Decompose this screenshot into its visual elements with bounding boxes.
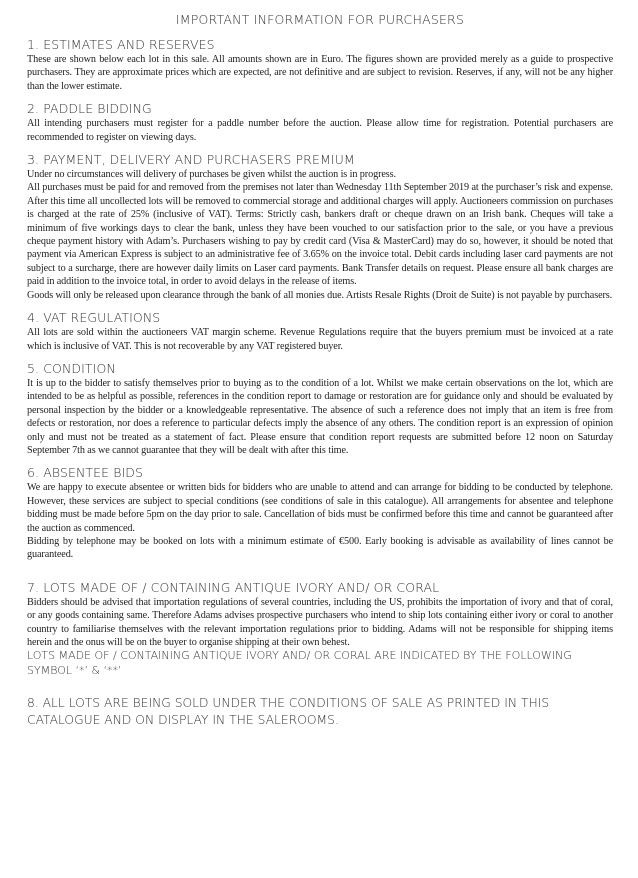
conditions-of-sale-note: 8. ALL LOTS ARE BEING SOLD UNDER THE CONDITIONS OF SALE AS PRINTED IN THIS CATALOGUE AND ON DISPLAY IN THE SALEROOMS. (27, 696, 550, 727)
section-paragraph: All intending purchasers must register for a paddle number before the auction. Please allow time for registration. Potential purchasers are recommended to register on viewing days. (27, 118, 613, 143)
section-heading: 4. VAT REGULATIONS (27, 310, 161, 326)
section-heading: 2. PADDLE BIDDING (27, 101, 152, 117)
section-paragraph: All purchases must be paid for and removed from the premises not later than Wednesday 11th September 2019 at the purchaser’s risk and expense. After this time all uncollected lots will be removed to commercial storage and additional charges will apply. Auctioneers commission on purchases is charged at the rate of 25% (inclusive of VAT). Terms: Strictly cash, bankers draft or cheque drawn on an Irish bank. Cheques will take a minimum of five workings days to clear the bank, unless they have been vouched to our satisfaction prior to the sale, or you have a previous cheque payment history with Adam’s. Purchasers wishing to pay by credit card (Visa & MasterCard) may do so, however, it should be noted that payment via American Express is subject to an administrative fee of 3.65% on the invoice total. Debit cards including laser card payments are not subject to a surcharge, there are however daily limits on Laser card payments. Bank Transfer details on request. Please ensure all bank charges are paid in addition to the invoice total, in order to avoid delays in the release of items. (27, 182, 613, 288)
section-paragraph: Goods will only be released upon clearance through the bank of all monies due. Artists Resale Rights (Droit de Suite) is not payable by purchasers. (27, 289, 613, 301)
document-page (27, 12, 613, 728)
section-payment (27, 151, 613, 302)
section-heading: 7. LOTS MADE OF / CONTAINING ANTIQUE IVORY AND/ OR CORAL (27, 579, 440, 595)
section-paragraph: Bidding by telephone may be booked on lots with a minimum estimate of €500. Early booking is advisable as availability of lines cannot be guaranteed. (27, 535, 613, 561)
section-heading: 1. ESTIMATES AND RESERVES (27, 37, 215, 52)
section-absentee-bids (27, 464, 613, 561)
section-paragraph: It is up to the bidder to satisfy themselves prior to buying as to the condition of a lot. Whilst we make certain observations on the lot, which are intended to be as helpful as possible, references in the condition report to damage or restoration are for guidance only and should be evaluated by personal inspection by the bidder or a knowledgeable representative. The absence of such a reference does not imply that an item is free from defects or restoration, nor does a reference to particular defects imply the absence of any others. The condition report is an expression of opinion only and must not be treated as a statement of fact. Please ensure that condition report requests are submitted before 12 noon on Saturday September 7th as we cannot guarantee that they will be dealt with after this time. (27, 377, 613, 456)
section-paragraph: These are shown below each lot in this sale. All amounts shown are in Euro. The figures shown are provided merely as a guide to prospective purchasers. They are approximate prices which are expected, are not definitive and are subject to revision. Reserves, if any, will not be any higher than the lower estimate. (27, 54, 613, 92)
section-paragraph: Under no circumstances will delivery of purchases be given whilst the auction is in progress. (27, 169, 396, 181)
section-paragraph: Bidders should be advised that importation regulations of several countries, including the US, prohibits the importation of ivory and that of coral, or any goods containing same. Therefore Adams advises prospective purchasers who intend to ship lots containing either ivory or coral to another country to familiarise themselves with the relevant importation regulations prior to bidding. Adams will not be responsible for shipping items herein and the onus will be on the buyer to organise shipping at their own behest. (27, 596, 613, 648)
section-paragraph: We are happy to execute absentee or written bids for bidders who are unable to attend and can arrange for bidding to be conducted by telephone. However, these services are subject to special conditions (see conditions of sale in this catalogue). All arrangements for absentee and telephone bidding must be made before 5pm on the day prior to sale. Cancellation of bids must be confirmed before this time and cannot be guaranteed after the auction as commenced. (27, 482, 613, 534)
section-paddle-bidding (27, 100, 613, 144)
ivory-coral-symbol-note: LOTS MADE OF / CONTAINING ANTIQUE IVORY AND/ OR CORAL ARE INDICATED BY THE FOLLOWING SYMBOL ‘*’ & ‘**’ (27, 649, 572, 677)
section-ivory-coral (27, 579, 613, 679)
section-estimates (27, 36, 613, 93)
section-heading: 5. CONDITION (27, 360, 116, 376)
section-heading: 6. ABSENTEE BIDS (27, 465, 144, 481)
section-heading: 3. PAYMENT, DELIVERY AND PURCHASERS PREMIUM (27, 152, 355, 168)
section-paragraph: All lots are sold within the auctioneers VAT margin scheme. Revenue Regulations require that the buyers premium must be invoiced at a rate which is inclusive of VAT. This is not recoverable by any VAT registered buyer. (27, 327, 613, 352)
page-title: IMPORTANT INFORMATION FOR PURCHASERS (175, 12, 465, 27)
section-vat (27, 309, 613, 353)
section-condition (27, 360, 613, 457)
